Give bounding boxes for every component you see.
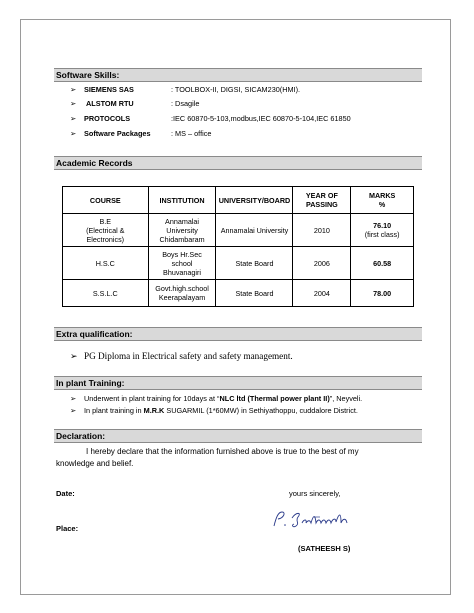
skill-value: : Dsagile xyxy=(171,99,200,108)
software-skills-heading: Software Skills: xyxy=(54,68,422,82)
training-text: ”, Neyveli. xyxy=(329,394,363,403)
skill-value: : TOOLBOX-II, DIGSI, SICAM230(HMI). xyxy=(171,85,301,94)
academic-table xyxy=(62,186,414,307)
table-row xyxy=(63,214,414,247)
col-header-year: YEAR OF PASSING xyxy=(293,187,351,214)
table-row xyxy=(63,247,414,280)
table-header-row xyxy=(63,187,414,214)
cell-institution: Boys Hr.Sec school Bhuvanagiri xyxy=(148,247,216,280)
in-plant-training-heading: In plant Training: xyxy=(54,376,422,390)
skill-value: : MS – office xyxy=(171,129,212,138)
signatory-name: (SATHEESH S) xyxy=(298,544,351,553)
marks-value: 76.10 xyxy=(373,221,392,230)
col-header-board: UNIVERSITY/BOARD xyxy=(216,187,293,214)
date-label: Date: xyxy=(56,489,75,498)
signature-image xyxy=(270,508,368,530)
cell-year: 2004 xyxy=(293,280,351,307)
arrow-bullet-icon: ➢ xyxy=(70,114,77,123)
arrow-bullet-icon: ➢ xyxy=(70,351,78,361)
table-row xyxy=(63,280,414,307)
declaration-text-line1: I hereby declare that the information furnished above is true to the best of my xyxy=(86,447,359,456)
marks-note: (first class) xyxy=(364,230,400,239)
training-plant-name: M.R.K xyxy=(143,406,165,415)
training-item xyxy=(84,394,362,404)
col-header-marks: MARKS % xyxy=(351,187,414,214)
place-label: Place: xyxy=(56,524,79,533)
training-text: SUGARMIL (1*60MW) in Sethiyathoppu, cuddalore District. xyxy=(164,406,358,415)
declaration-heading: Declaration: xyxy=(54,429,422,443)
arrow-bullet-icon: ➢ xyxy=(70,394,77,403)
extra-qualification-item: PG Diploma in Electrical safety and safety management. xyxy=(84,351,293,361)
training-plant-name: NLC ltd (Thermal power plant II) xyxy=(219,394,330,403)
arrow-bullet-icon: ➢ xyxy=(70,99,77,108)
arrow-bullet-icon: ➢ xyxy=(70,406,77,415)
declaration-text-line2: knowledge and belief. xyxy=(56,459,134,468)
skill-value: :IEC 60870-5-103,modbus,IEC 60870-5-104,IEC 61850 xyxy=(171,114,351,123)
cell-marks xyxy=(351,214,414,247)
cell-year: 2006 xyxy=(293,247,351,280)
cell-institution: Govt.high.school Keerapalayam xyxy=(148,280,216,307)
cell-course: B.E (Electrical & Electronics) xyxy=(63,214,149,247)
cell-course: S.S.L.C xyxy=(63,280,149,307)
cell-year: 2010 xyxy=(293,214,351,247)
col-header-institution: INSTITUTION xyxy=(148,187,216,214)
training-item xyxy=(84,406,358,416)
arrow-bullet-icon: ➢ xyxy=(70,129,77,138)
skill-name: ALSTOM RTU xyxy=(86,99,134,108)
closing-text: yours sincerely, xyxy=(289,489,341,498)
cell-marks: 60.58 xyxy=(351,247,414,280)
cell-institution: Annamalai University Chidambaram xyxy=(148,214,216,247)
academic-records-heading: Academic Records xyxy=(54,156,422,170)
cell-marks: 78.00 xyxy=(351,280,414,307)
skill-name: Software Packages xyxy=(84,129,151,138)
training-text: Underwent in plant training for 10days at “ xyxy=(84,394,220,403)
col-header-course: COURSE xyxy=(63,187,149,214)
skill-name: PROTOCOLS xyxy=(84,114,131,123)
arrow-bullet-icon: ➢ xyxy=(70,85,77,94)
extra-qualification-heading: Extra qualification: xyxy=(54,327,422,341)
skill-name: SIEMENS SAS xyxy=(84,85,134,94)
page-border xyxy=(20,19,451,595)
cell-board: State Board xyxy=(216,280,293,307)
cell-course: H.S.C xyxy=(63,247,149,280)
cell-board: Annamalai University xyxy=(216,214,293,247)
training-text: In plant training in xyxy=(84,406,144,415)
cell-board: State Board xyxy=(216,247,293,280)
